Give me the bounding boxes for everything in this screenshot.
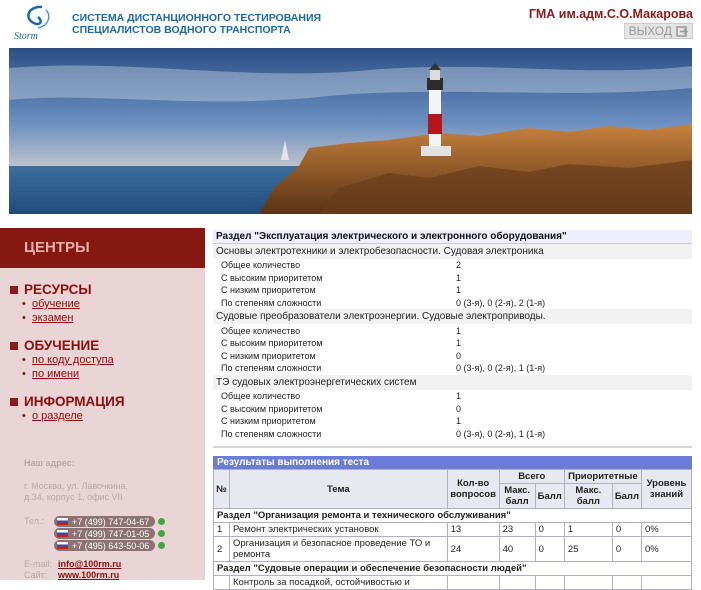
sidebar-item-by-name[interactable]: • по имени — [22, 368, 79, 380]
stat-label: С низким приоритетом — [221, 285, 316, 296]
col-priority-max: Макс. балл — [564, 484, 612, 509]
stat-label: С высоким приоритетом — [221, 403, 323, 414]
col-priority: Приоритетные — [564, 470, 641, 484]
summary-table — [213, 230, 692, 440]
table-row — [214, 576, 692, 590]
divider — [213, 446, 692, 448]
summary-section-title: Раздел "Эксплуатация электрического и электронного оборудования" — [213, 230, 692, 244]
cell-total-max: 23 — [499, 523, 535, 537]
exit-icon — [676, 26, 688, 37]
site-label: Сайт: — [24, 570, 48, 580]
results-title: Результаты выполнения теста — [213, 456, 692, 469]
storm-logo-icon — [12, 4, 60, 42]
results-section-title: Раздел "Судовые операции и обеспечение безопасности людей" — [214, 562, 692, 576]
russia-flag-icon — [57, 542, 68, 549]
main-content — [213, 230, 692, 590]
col-level: Уровень знаний — [642, 470, 692, 509]
stat-label: Общее количество — [221, 391, 301, 402]
cell-level: 0% — [642, 523, 692, 537]
stat-value: 0 — [456, 350, 462, 361]
centers-header[interactable]: ЦЕНТРЫ — [0, 228, 205, 268]
call-icon — [158, 530, 165, 537]
results-section-title: Раздел "Организация ремонта и технического обслуживания" — [214, 509, 692, 523]
results-table — [213, 469, 692, 590]
sidebar-item-by-access-code[interactable]: • по коду доступа — [22, 354, 114, 366]
lighthouse-banner — [9, 48, 692, 214]
svg-text:Storm: Storm — [14, 31, 38, 42]
col-total-score: Балл — [535, 484, 564, 509]
header — [0, 0, 701, 48]
information-heading: ИНФОРМАЦИЯ — [10, 394, 125, 409]
cell-num — [214, 576, 230, 590]
stat-value: 1 — [456, 285, 462, 296]
phone-label: Тел.: — [24, 516, 44, 526]
table-row — [214, 537, 692, 562]
system-title-line1: СИСТЕМА ДИСТАНЦИОННОГО ТЕСТИРОВАНИЯ — [72, 12, 322, 24]
bullet-square-icon — [10, 342, 18, 350]
stat-value: 0 (3-я), 0 (2-я), 1 (1-я) — [456, 363, 546, 374]
cell-total-max: 40 — [499, 537, 535, 562]
exit-button[interactable] — [624, 23, 693, 39]
email-link[interactable]: info@100rm.ru — [58, 559, 122, 569]
learning-heading: ОБУЧЕНИЕ — [10, 338, 99, 353]
system-title-line2: СПЕЦИАЛИСТОВ ВОДНОГО ТРАНСПОРТА — [72, 24, 291, 36]
cell-priority-score: 0 — [612, 537, 641, 562]
cell-priority-score: 0 — [612, 523, 641, 537]
sidebar — [0, 228, 205, 580]
address-line2: д.34, корпус 1, офис VII — [24, 492, 123, 502]
col-total: Всего — [499, 470, 564, 484]
stat-label: Общее количество — [221, 325, 301, 336]
stat-value: 1 — [456, 325, 462, 336]
resources-heading: РЕСУРСЫ — [10, 282, 92, 297]
stat-label: С высоким приоритетом — [221, 338, 323, 349]
topic-title: Судовые преобразователи электроэнергии. Судовые электроприводы. — [213, 309, 692, 324]
stat-value: 2 — [456, 260, 462, 271]
stat-label: По степеням сложности — [221, 363, 322, 374]
bullet-square-icon — [10, 286, 18, 294]
cell-priority-max: 25 — [564, 537, 612, 562]
cell-topic: Ремонт электрических установок — [230, 523, 448, 537]
cell-priority-max: 1 — [564, 523, 612, 537]
stat-label: С высоким приоритетом — [221, 272, 323, 283]
topic-title: Основы электротехники и электробезопасности. Судовая электроника — [213, 244, 692, 260]
cell-priority-max — [564, 576, 612, 590]
cell-topic: Организация и безопасное проведение ТО и ремонта — [230, 537, 448, 562]
call-icon — [158, 518, 165, 525]
table-row — [214, 523, 692, 537]
bullet-square-icon — [10, 398, 18, 406]
stat-label: С низким приоритетом — [221, 416, 316, 427]
site-link[interactable]: www.100rm.ru — [58, 570, 120, 580]
stat-label: По степеням сложности — [221, 298, 322, 309]
stat-label: С низким приоритетом — [221, 350, 316, 361]
system-title — [72, 12, 372, 36]
cell-total-max — [499, 576, 535, 590]
address-line1: г. Москва, ул. Лавочкина, — [24, 481, 128, 491]
exit-label: ВЫХОД — [628, 24, 672, 38]
stat-value: 0 (3-я), 0 (2-я), 1 (1-я) — [456, 428, 546, 439]
cell-level: 0% — [642, 537, 692, 562]
organization-name: ГМА им.адм.С.О.Макарова — [528, 7, 693, 21]
col-num: № — [214, 470, 230, 509]
cell-total-score: 0 — [535, 523, 564, 537]
stat-value: 0 — [456, 403, 462, 414]
cell-total-score: 0 — [535, 537, 564, 562]
russia-flag-icon — [57, 530, 68, 537]
topic-title: ТЭ судовых электроэнергетических систем — [213, 375, 692, 390]
cell-total-score — [535, 576, 564, 590]
email-label: E-mail: — [24, 559, 53, 569]
phone-2[interactable]: +7 (499) 747-01-05 — [54, 528, 165, 539]
sidebar-item-about-section[interactable]: • о разделе — [22, 410, 83, 422]
call-icon — [158, 542, 165, 549]
phone-1[interactable]: +7 (499) 747-04-67 — [54, 516, 165, 527]
russia-flag-icon — [57, 518, 68, 525]
cell-num: 1 — [214, 523, 230, 537]
phone-3[interactable]: +7 (495) 643-50-06 — [54, 540, 165, 551]
cell-num: 2 — [214, 537, 230, 562]
stat-value: 1 — [456, 272, 462, 283]
stat-label: По степеням сложности — [221, 428, 322, 439]
address-label: Наш адрес: — [24, 458, 75, 468]
col-topic: Тема — [230, 470, 448, 509]
col-count: Кол-во вопросов — [447, 470, 499, 509]
stat-value: 0 (3-я), 0 (2-я), 2 (1-я) — [456, 298, 546, 309]
sidebar-item-exam[interactable]: • экзамен — [22, 312, 73, 324]
cell-topic: Контроль за посадкой, остойчивостью и — [230, 576, 448, 590]
stat-value: 1 — [456, 391, 462, 402]
cell-count: 13 — [447, 523, 499, 537]
stat-label: Общее количество — [221, 260, 301, 271]
sidebar-item-training[interactable]: • обучение — [22, 298, 80, 310]
cell-level — [642, 576, 692, 590]
cell-priority-score — [612, 576, 641, 590]
stat-value: 1 — [456, 416, 462, 427]
lighthouse-image — [9, 48, 692, 214]
col-total-max: Макс. балл — [499, 484, 535, 509]
cell-count: 24 — [447, 537, 499, 562]
stat-value: 1 — [456, 338, 462, 349]
cell-count — [447, 576, 499, 590]
col-priority-score: Балл — [612, 484, 641, 509]
